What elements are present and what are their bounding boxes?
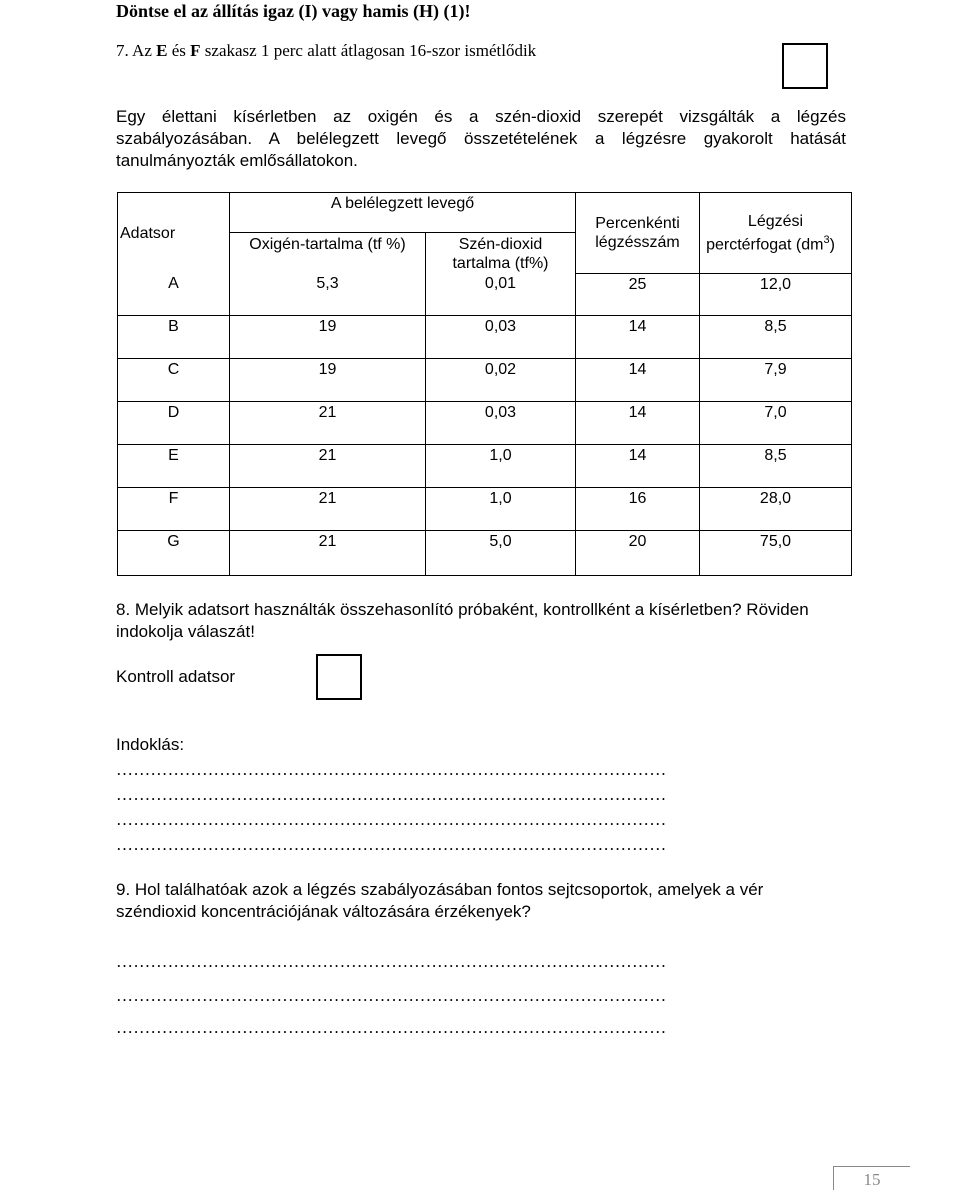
q8-line-2: indokolja válaszát! xyxy=(116,622,255,641)
cell-rate: 14 xyxy=(576,315,700,358)
cell-volume: 7,9 xyxy=(700,358,852,401)
cell-rate: 14 xyxy=(576,358,700,401)
cell-o2: 21 xyxy=(230,444,426,487)
q9-answer-line-2[interactable]: …………………………………………………………………………………… xyxy=(116,986,667,1005)
cell-co2: 1,0 xyxy=(426,444,576,487)
header-co2 xyxy=(426,233,576,274)
cell-volume: 8,5 xyxy=(700,315,852,358)
table-row xyxy=(118,358,852,401)
header-volume-line1: Légzési xyxy=(747,212,804,230)
header-adatsor-text: Adatsor xyxy=(120,224,176,242)
header-rate-line1: Percenkénti xyxy=(595,214,680,232)
cell-label: D xyxy=(118,401,230,444)
section-title: Döntse el az állítás igaz (I) vagy hamis (H) (1)! xyxy=(116,1,471,21)
cell-co2: 0,03 xyxy=(426,315,576,358)
q7-rest: szakasz 1 perc alatt átlagosan 16-szor ismétlődik xyxy=(200,41,537,60)
table-body xyxy=(118,273,852,575)
header-volume-line2-wrap xyxy=(700,231,852,254)
cell-rate: 14 xyxy=(576,444,700,487)
reason-answer-line-1[interactable]: …………………………………………………………………………………… xyxy=(116,760,667,779)
header-volume-sup: 3 xyxy=(823,233,830,246)
table-row xyxy=(118,273,852,315)
header-inhaled-air xyxy=(230,193,576,233)
cell-co2: 0,03 xyxy=(426,401,576,444)
cell-rate: 16 xyxy=(576,487,700,530)
cell-o2: 19 xyxy=(230,315,426,358)
cell-label: B xyxy=(118,315,230,358)
table-row xyxy=(118,444,852,487)
q7-f: F xyxy=(190,41,201,60)
q7-e: E xyxy=(156,41,168,60)
reason-answer-line-2[interactable]: …………………………………………………………………………………… xyxy=(116,785,667,804)
cell-label: A xyxy=(118,273,230,315)
cell-o2: 21 xyxy=(230,530,426,575)
intro-line-3: tanulmányozták emlősállatokon. xyxy=(116,151,358,170)
table-row xyxy=(118,487,852,530)
cell-volume: 7,0 xyxy=(700,401,852,444)
cell-rate: 14 xyxy=(576,401,700,444)
cell-co2: 1,0 xyxy=(426,487,576,530)
header-volume-end: ) xyxy=(829,235,835,253)
cell-rate: 25 xyxy=(576,273,700,315)
intro-line-1: Egy élettani kísérletben az oxigén és a szén-dioxid szerepét vizsgálták a légzés xyxy=(116,107,846,126)
header-oxygen xyxy=(230,233,426,274)
header-adatsor xyxy=(118,193,230,274)
q7-mid: és xyxy=(167,41,191,60)
intro-line-2: szabályozásában. A belélegzett levegő összetételének a légzésre gyakorolt hatását xyxy=(116,129,846,148)
cell-o2: 5,3 xyxy=(230,273,426,315)
cell-volume: 28,0 xyxy=(700,487,852,530)
reason-answer-line-4[interactable]: …………………………………………………………………………………… xyxy=(116,835,667,854)
cell-o2: 21 xyxy=(230,401,426,444)
cell-co2: 0,02 xyxy=(426,358,576,401)
cell-co2: 5,0 xyxy=(426,530,576,575)
reason-answer-line-3[interactable]: …………………………………………………………………………………… xyxy=(116,810,667,829)
header-inhaled-air-text: A belélegzett levegő xyxy=(330,195,475,212)
header-volume-line2: perctérfogat (dm xyxy=(706,235,824,253)
header-rate-line2: légzésszám xyxy=(595,233,680,251)
table-header-row-1 xyxy=(118,193,852,233)
page-number: 15 xyxy=(833,1166,910,1190)
table-row xyxy=(118,401,852,444)
q7-answer-box[interactable] xyxy=(782,43,828,89)
header-oxygen-text: Oxigén-tartalma (tf %) xyxy=(249,236,406,253)
cell-o2: 19 xyxy=(230,358,426,401)
cell-o2: 21 xyxy=(230,487,426,530)
q9-answer-line-1[interactable]: …………………………………………………………………………………… xyxy=(116,952,667,971)
reason-label: Indoklás: xyxy=(116,735,185,754)
q8-line-1: 8. Melyik adatsort használták összehasonlító próbaként, kontrollként a kísérletben? Röviden xyxy=(116,600,809,619)
cell-volume: 8,5 xyxy=(700,444,852,487)
cell-label: C xyxy=(118,358,230,401)
table-row xyxy=(118,315,852,358)
data-table xyxy=(117,192,852,576)
header-co2-line1: Szén-dioxid xyxy=(458,236,543,253)
control-label: Kontroll adatsor xyxy=(116,667,236,686)
table-row xyxy=(118,530,852,575)
q9-line-1: 9. Hol találhatóak azok a légzés szabályozásában fontos sejtcsoportok, amelyek a vér xyxy=(116,880,764,899)
cell-label: F xyxy=(118,487,230,530)
header-co2-line2: tartalma (tf%) xyxy=(452,255,549,272)
cell-volume: 75,0 xyxy=(700,530,852,575)
cell-label: E xyxy=(118,444,230,487)
question-7 xyxy=(116,40,536,62)
cell-label: G xyxy=(118,530,230,575)
q9-line-2: széndioxid koncentrációjának változására érzékenyek? xyxy=(116,902,531,921)
control-answer-box[interactable] xyxy=(316,654,362,700)
cell-volume: 12,0 xyxy=(700,273,852,315)
cell-co2: 0,01 xyxy=(426,273,576,315)
header-volume xyxy=(700,193,852,274)
q7-number: 7. Az xyxy=(116,41,157,60)
header-rate xyxy=(576,193,700,274)
cell-rate: 20 xyxy=(576,530,700,575)
q9-answer-line-3[interactable]: …………………………………………………………………………………… xyxy=(116,1018,667,1037)
